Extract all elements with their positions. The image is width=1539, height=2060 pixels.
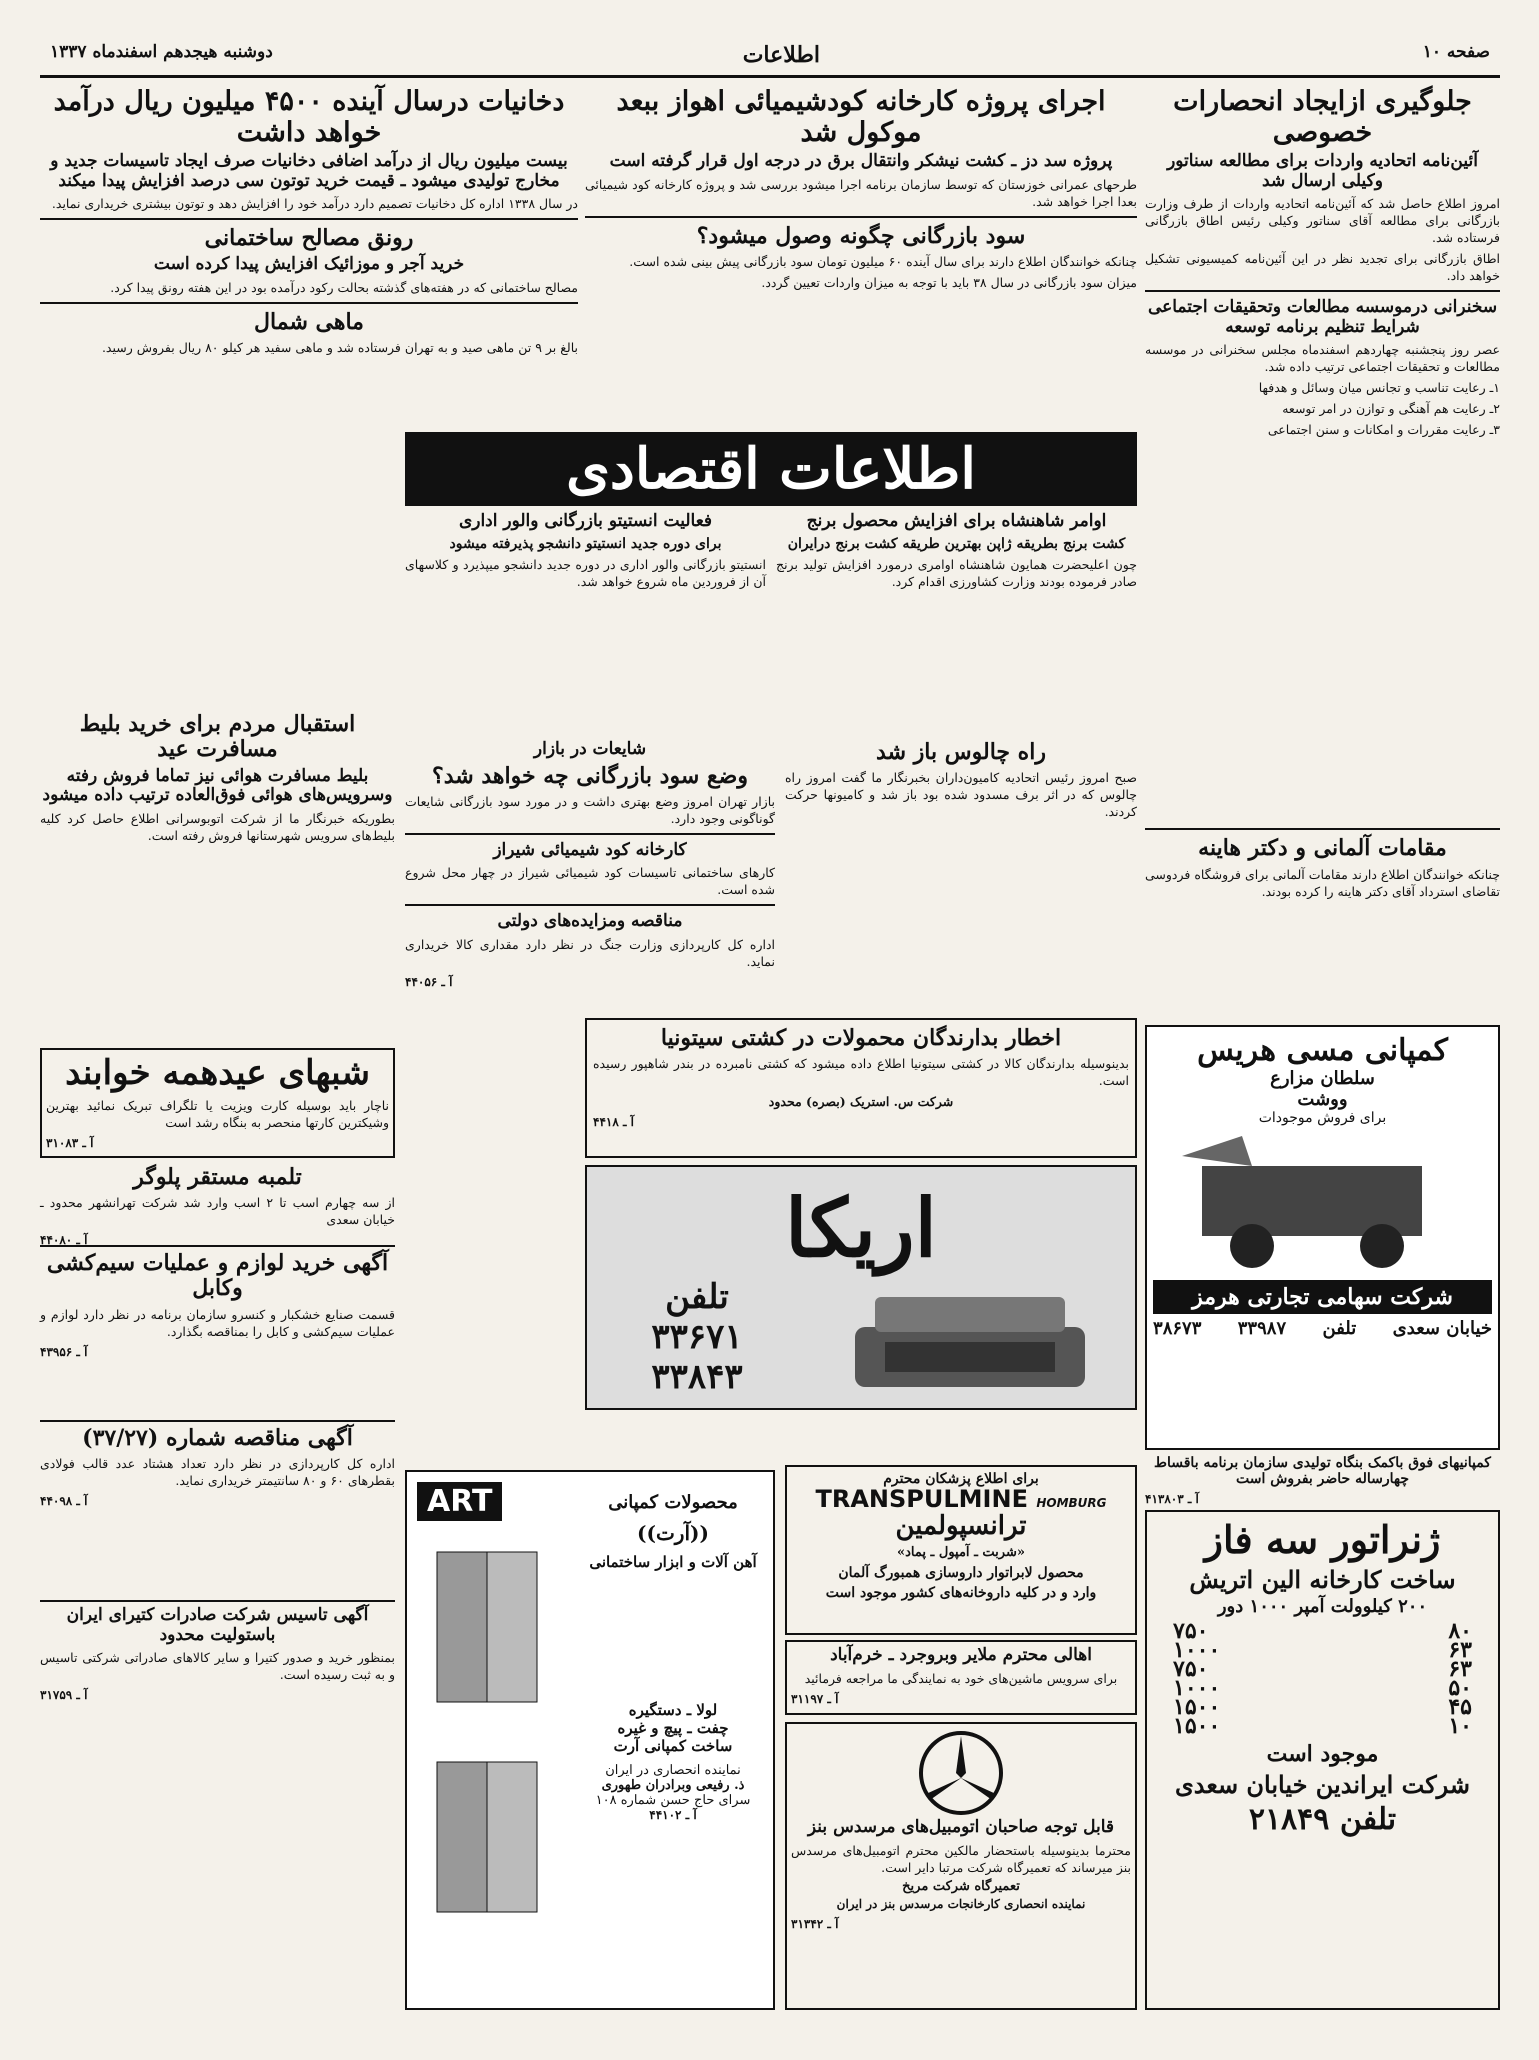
generator-rpm: ۱۰۰۰ xyxy=(1173,1674,1221,1701)
art-agent2: ذ. رفیعی وبرادران طهوری xyxy=(601,1778,745,1793)
paragraph: مصالح ساختمانی که در هفته‌های گذشته بحالت رکود درآمده بود در این هفته رونق پیدا کرد. xyxy=(110,280,578,296)
ad-transpulmine xyxy=(785,1465,1137,1635)
typewriter-icon xyxy=(845,1287,1095,1397)
headline-shiraz: کارخانه کود شیمیائی شیراز xyxy=(493,839,687,860)
massey-line2: ووشت xyxy=(1297,1089,1348,1110)
transpulmine-line1: محصول لابراتوار داروسازی همبورگ آلمان xyxy=(838,1564,1084,1581)
ad-pump xyxy=(40,1164,395,1248)
generator-subtitle: ساخت کارخانه الین اتریش xyxy=(1189,1564,1456,1594)
generator-title: ژنراتور سه فاز xyxy=(1204,1517,1441,1562)
erika-brand: اریکا xyxy=(785,1181,937,1275)
headline-commercial-profit: سود بازرگانی چگونه وصول میشود؟ xyxy=(696,222,1026,249)
right-column xyxy=(1145,86,1500,986)
headline-institute: فعالیت انستیتو بازرگانی والور اداری xyxy=(458,511,713,531)
ad-ref: آ ـ ۴۴۱۸ xyxy=(593,1115,634,1130)
paragraph: چون اعلیحضرت همایون شاهنشاه اوامری درمورد افزایش تولید برنج صادر فرموده بودند وزارت کشاورزی اقدام کرد. xyxy=(776,556,1137,589)
transpulmine-line2: وارد و در کلیه داروخانه‌های کشور موجود است xyxy=(825,1585,1097,1602)
ad-ref: آ ـ ۳۱۷۵۹ xyxy=(40,1688,88,1703)
art-brand: ART xyxy=(417,1482,502,1521)
massey-line3: برای فروش موجودات xyxy=(1258,1110,1387,1126)
massey-brand: کمپانی مسی هریس xyxy=(1197,1033,1448,1068)
art-addr: سرای حاج حسن شماره ۱۰۸ xyxy=(595,1793,751,1808)
wiring-body: قسمت صنایع خشکبار و کنسرو سازمان برنامه در نظر دارد لوازم و عملیات سیم‌کشی و کابل را بمناقصه بگذارد. xyxy=(40,1306,395,1339)
economic-banner: اطلاعات اقتصادی xyxy=(405,432,1137,506)
subhead-tobacco: بیست میلیون ریال از درآمد اضافی دخانیات صرف ایجاد تاسیسات جدید و مخارج تولیدی میشود ـ قیمت خرید توتون سی درصد افزایش پیدا میکند xyxy=(50,151,568,191)
transpulmine-brand: TRANSPULMINE xyxy=(815,1485,1028,1514)
paragraph: چنانکه خوانندگان اطلاع دارند مقامات آلمانی برای فروشگاه فردوسی تقاضای استرداد آقای دکتر هاینه را کرده بودند. xyxy=(1145,866,1500,899)
massey-company: شرکت سهامی تجارتی هرمز xyxy=(1153,1280,1492,1314)
notice-title: اخطار بدارندگان محمولات در کشتی سیتونیا xyxy=(660,1025,1062,1051)
notice-sign: شرکت س. استریک (بصره) محدود xyxy=(768,1094,954,1110)
tender-title: آگهی مناقصه شماره (۳۷/۲۷) xyxy=(82,1425,353,1451)
generator-head: ۲۰۰ کیلوولت آمپر ۱۰۰۰ دور xyxy=(1217,1596,1428,1618)
headline-building: رونق مصالح ساختمانی xyxy=(204,225,414,252)
generator-kva: ۸۰ xyxy=(1448,1617,1472,1644)
headline-tickets: استقبال مردم برای خرید بلیط مسافرت عید xyxy=(79,711,356,763)
generator-rpm: ۱۵۰۰ xyxy=(1173,1712,1221,1739)
headline-tenders: مناقصه ومزایده‌های دولتی xyxy=(497,911,683,932)
paragraph: عصر روز پنجشنبه چهاردهم اسفندماه مجلس سخنرانی در موسسه مطالعات و تحقیقات اجتماعی ترتیب داده شد. xyxy=(1145,342,1500,375)
benz-body: محترما بدینوسیله باستحضار مالکین محترم اتومبیل‌های مرسدس بنز میرساند که تعمیرگاه شرکت مرتبا دایر است. xyxy=(791,1842,1131,1875)
pump-body: از سه چهارم اسب تا ۲ اسب وارد شد شرکت تهرانشهر محدود ـ خیابان سعدی xyxy=(40,1195,395,1228)
generator-kva: ۱۰ xyxy=(1448,1712,1472,1739)
tender-body: اداره کل کارپردازی در نظر دارد تعداد هشتاد عدد قالب فولادی بقطرهای ۶۰ و ۸۰ سانتیمتر خریداری نماید. xyxy=(40,1456,395,1489)
headline-monopoly: جلوگیری ازایجاد انحصارات خصوصی xyxy=(1173,86,1472,149)
ad-ref: آ ـ ۳۱۳۴۲ xyxy=(791,1917,839,1932)
malayer-body: برای سرویس ماشین‌های خود به نمایندگی ما مراجعه فرمائید xyxy=(804,1670,1118,1686)
paragraph: بازار تهران امروز وضع بهتری داشت و در مورد سود بازرگانی شایعات گوناگونی وجود دارد. xyxy=(405,793,775,826)
malayer-title: اهالی محترم ملایر وبروجرد ـ خرم‌آباد xyxy=(830,1645,1092,1665)
headline-ahvaz: اجرای پروژه کارخانه کودشیمیائی اهواز ببعد موکول شد xyxy=(616,86,1106,149)
paper-name: اطلاعات xyxy=(742,42,820,68)
eid-body: ناچار باید بوسیله کارت ویزیت یا تلگراف تبریک نمائید بهترین وشیکترین کارتها منحصر به بنگاه رشد است xyxy=(46,1098,389,1131)
subhead-ahvaz: پروژه سد دز ـ کشت نیشکر وانتقال برق در درجه اول قرار گرفته است xyxy=(609,151,1113,172)
paragraph: در سال ۱۳۳۸ اداره کل دخانیات تصمیم دارد درآمد خود را افزایش دهد و توتون بیشتری خریداری نماید. xyxy=(51,196,578,212)
erika-phone1: ۳۳۶۷۱ xyxy=(651,1317,743,1357)
tickets-column xyxy=(40,712,395,1042)
ad-ref: آ ـ ۴۴۱۰۲ xyxy=(649,1808,697,1822)
notice-body: بدینوسیله بدارندگان کالا در کشتی سیتونیا اطلاع داده میشود که کشتی نامبرده در بندر شاهپور رسیده است. xyxy=(593,1056,1129,1089)
art-agent: نماینده انحصاری در ایران xyxy=(605,1763,741,1778)
ad-ref: آ ـ ۴۴۰۵۶ xyxy=(405,974,453,989)
hinge-icon xyxy=(417,1542,577,1942)
paragraph: طرحهای عمرانی خوزستان که توسط سازمان برنامه اجرا میشود بررسی شد و پروژه کارخانه کود شیمیائی بعدا اجرا خواهد شد. xyxy=(585,176,1137,209)
economic-section xyxy=(405,432,1137,732)
issue-date: دوشنبه هیجدهم اسفندماه ۱۳۳۷ xyxy=(50,42,273,62)
ad-wiring xyxy=(40,1245,395,1415)
headline-lecture: سخنرانی درموسسه مطالعات وتحقیقات اجتماعی شرایط تنظیم برنامه توسعه xyxy=(1147,297,1498,337)
art-line3: چفت ـ پیچ و غیره xyxy=(617,1719,729,1737)
massey-footer: کمپانیهای فوق باکمک بنگاه تولیدی سازمان برنامه باقساط چهارساله حاضر بفروش است آ ـ ۴۱۳۸۰۳ xyxy=(1145,1455,1500,1505)
paragraph: بطوریکه خبرنگار ما از شرکت اتوبوسرانی اطلاع حاصل کرد کلیه بلیط‌های سرویس شهرستانها فروش رفته است. xyxy=(40,810,395,843)
massey-phone-label: تلفن xyxy=(1322,1318,1357,1339)
ad-erika xyxy=(585,1165,1137,1410)
headline-tobacco: دخانیات درسال آینده ۴۵۰۰ میلیون ریال درآمد خواهد داشت xyxy=(53,86,565,149)
headline-rumors: وضع سود بازرگانی چه خواهد شد؟ xyxy=(432,762,748,789)
ad-ref: آ ـ ۳۱۰۸۳ xyxy=(46,1136,94,1151)
chalus-column xyxy=(785,740,1137,1010)
transpulmine-kind: «شربت ـ آمپول ـ پماد» xyxy=(897,1544,1025,1560)
ad-tender xyxy=(40,1420,395,1590)
paragraph: ۱ـ رعایت تناسب و تجانس میان وسائل و هدفها xyxy=(1258,380,1500,396)
art-line4: ساخت کمپانی آرت xyxy=(613,1737,733,1755)
ad-katira xyxy=(40,1600,395,1840)
headline-heine: مقامات آلمانی و دکتر هاینه xyxy=(1198,835,1447,862)
generator-kva: ۴۵ xyxy=(1448,1693,1472,1720)
generator-rpm: ۱۵۰۰ xyxy=(1173,1693,1221,1720)
ad-generator xyxy=(1145,1510,1500,2010)
paragraph: بالغ بر ۹ تن ماهی صید و به تهران فرستاده شد و ماهی سفید هر کیلو ۸۰ ریال بفروش رسید. xyxy=(101,340,578,356)
benz-agent: نماینده انحصاری کارخانجات مرسدس بنز در ایران xyxy=(836,1897,1086,1912)
ad-eid xyxy=(40,1048,395,1158)
erika-phone-label: تلفن xyxy=(665,1277,729,1317)
ad-ref: آ ـ ۴۱۳۸۰۳ xyxy=(1145,1492,1199,1507)
ad-ref: آ ـ ۴۴۰۸۰ xyxy=(40,1233,88,1248)
mercedes-star-icon xyxy=(916,1728,1006,1818)
ad-malayer xyxy=(785,1640,1137,1715)
transpulmine-top: برای اطلاع پزشکان محترم xyxy=(883,1471,1039,1487)
generator-rpm: ۷۵۰ xyxy=(1173,1617,1209,1644)
pump-title: تلمبه مستقر پلوگر xyxy=(133,1164,302,1190)
ad-ref: آ ـ ۴۴۰۹۸ xyxy=(40,1494,88,1509)
generator-rpm: ۷۵۰ xyxy=(1173,1655,1209,1682)
paragraph: انستیتو بازرگانی والور اداری در دوره جدید دانشجو میپذیرد و کلاسهای آن از فروردین ماه شروع خواهد شد. xyxy=(405,556,766,589)
paragraph: امروز اطلاع حاصل شد که آئین‌نامه اتحادیه واردات از طرف وزارت بازرگانی برای مطالعه آقای سناتور وکیلی رئیس اطاق بازرگانی فرستاده شد. xyxy=(1145,196,1500,246)
art-subtitle: ((آرت)) xyxy=(637,1521,709,1545)
wiring-title: آگهی خرید لوازم و عملیات سیم‌کشی وکابل xyxy=(46,1250,389,1302)
subhead-rice: کشت برنج بطریقه ژاپن بهترین طریقه کشت برنج درایران xyxy=(787,535,1126,552)
massey-line1: سلطان مزارع xyxy=(1270,1068,1375,1089)
page-number: صفحه ۱۰ xyxy=(1422,42,1490,62)
benz-repair: تعمیرگاه شرکت مریخ xyxy=(902,1878,1020,1894)
art-title: محصولات کمپانی xyxy=(608,1492,738,1513)
middle-column xyxy=(585,86,1137,426)
transpulmine-fa: ترانسپولمین xyxy=(895,1511,1027,1542)
headline-rice: اوامر شاهنشاه برای افزایش محصول برنج xyxy=(806,511,1107,531)
katira-title: آگهی تاسیس شرکت صادرات کتیرای ایران باستولیت محدود xyxy=(66,1605,369,1645)
shipping-notice xyxy=(585,1018,1137,1158)
transpulmine-city: HOMBURG xyxy=(1036,1496,1107,1511)
subhead-building: خرید آجر و موزائیک افزایش پیدا کرده است xyxy=(153,254,465,275)
subhead-monopoly: آئین‌نامه اتحادیه واردات برای مطالعه سناتور وکیلی ارسال شد xyxy=(1167,151,1478,191)
art-line2: لولا ـ دستگیره xyxy=(628,1701,718,1719)
katira-body: بمنظور خرید و صدور کتیرا و سایر کالاهای صادراتی شرکتی تاسیس و به ثبت رسیده است. xyxy=(40,1650,395,1683)
art-line1: آهن آلات و ابزار ساختمانی xyxy=(589,1553,757,1571)
generator-table xyxy=(1153,1617,1492,1739)
paragraph: اداره کل کارپردازی وزارت جنگ در نظر دارد مقداری کالا خریداری نماید. xyxy=(405,936,775,969)
subhead-tickets: بلیط مسافرت هوائی نیز تماما فروش رفته وسرویس‌های هوائی فوق‌العاده ترتیب داده میشود xyxy=(42,765,393,806)
ad-ref: آ ـ ۳۱۱۹۷ xyxy=(791,1691,839,1706)
eid-title: شبهای عیدهمه خوابند xyxy=(65,1053,370,1093)
headline-chalus: راه چالوس باز شد xyxy=(876,739,1046,765)
masthead xyxy=(40,36,1500,78)
generator-row xyxy=(1153,1712,1492,1739)
generator-kva: ۶۳ xyxy=(1448,1655,1472,1682)
ad-massey xyxy=(1145,1025,1500,1450)
paragraph: کارهای ساختمانی تاسیسات کود شیمیائی شیراز در چهار محل شروع شده است. xyxy=(405,865,775,898)
ad-benz xyxy=(785,1722,1137,2010)
rumors-kicker: شایعات در بازار xyxy=(533,739,647,759)
massey-phone1: ۳۳۹۸۷ xyxy=(1237,1318,1287,1339)
subhead-institute: برای دوره جدید انستیتو دانشجو پذیرفته میشود xyxy=(449,535,722,552)
generator-company: شرکت ایراندین خیابان سعدی xyxy=(1175,1770,1470,1800)
generator-phone: تلفن ۲۱۸۴۹ xyxy=(1248,1801,1397,1837)
paragraph: چنانکه خوانندگان اطلاع دارند برای سال آینده ۶۰ میلیون تومان سود بازرگانی پیش بینی شده است. xyxy=(629,253,1137,269)
paragraph: صبح امروز رئیس اتحادیه کامیون‌داران بخبرنگار ما گفت امروز راه چالوس که در اثر برف مسدود شده بود باز شد و کامیونها حرکت کردند. xyxy=(785,770,1137,820)
headline-fish: ماهی شمال xyxy=(254,309,364,336)
generator-kva: ۶۳ xyxy=(1448,1636,1472,1663)
paragraph: میزان سود بازرگانی در سال ۳۸ باید با توجه به میزان واردات تعیین گردد. xyxy=(761,274,1137,290)
erika-phone2: ۳۳۸۴۳ xyxy=(651,1357,743,1397)
generator-rpm: ۱۰۰۰ xyxy=(1173,1636,1221,1663)
paragraph: اطاق بازرگانی برای تجدید نظر در این آئین‌نامه کمیسیونی تشکیل خواهد داد. xyxy=(1145,251,1500,284)
paragraph: ۲ـ رعایت هم آهنگی و توازن در امر توسعه xyxy=(1282,401,1500,417)
benz-title: قابل توجه صاحبان اتومبیل‌های مرسدس بنز xyxy=(807,1817,1115,1837)
massey-street: خیابان سعدی xyxy=(1392,1318,1492,1339)
massey-phone2: ۳۸۶۷۳ xyxy=(1153,1318,1202,1339)
paragraph: ۳ـ رعایت مقررات و امکانات و سنن اجتماعی xyxy=(1267,422,1500,438)
generator-kva: ۵۰ xyxy=(1448,1674,1472,1701)
ad-art xyxy=(405,1470,775,2010)
harvester-icon xyxy=(1162,1126,1492,1276)
generator-avail: موجود است xyxy=(1266,1740,1379,1767)
ad-ref: آ ـ ۴۳۹۵۶ xyxy=(40,1344,88,1359)
